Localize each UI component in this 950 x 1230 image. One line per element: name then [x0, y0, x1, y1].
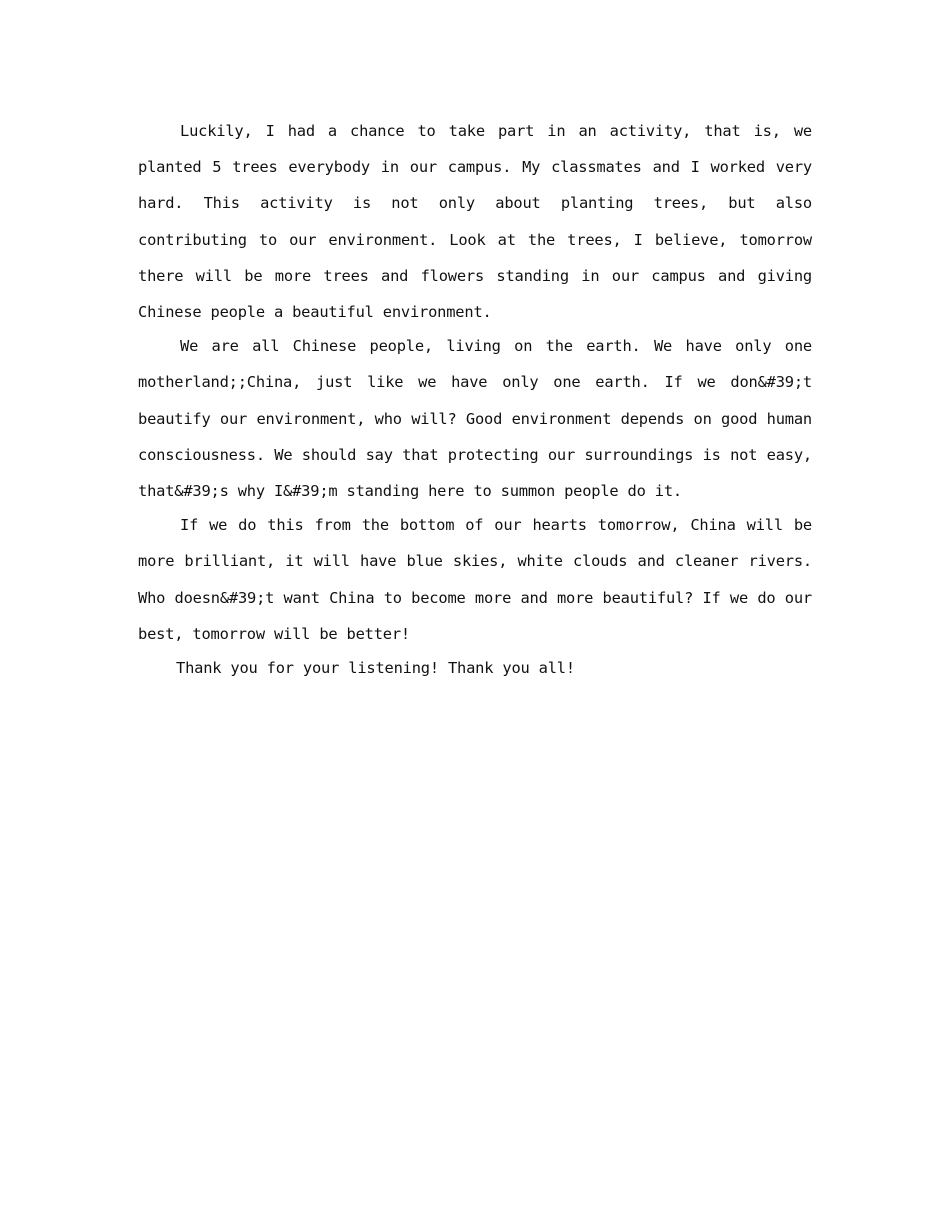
- paragraph-planting-trees: Luckily, I had a chance to take part in an activity, that is, we planted 5 trees everybody in our campus. My classmates and I worked very hard. This activity is not only about planting trees, but also contributing to our environment. Look at the trees, I believe, tomorrow there will be more trees and flowers standing in our campus and giving Chinese people a beautiful environment.: [138, 122, 812, 322]
- paragraph-motherland: We are all Chinese people, living on the earth. We have only one motherland;;China, just like we have only one earth. If we don&#39;t beautify our environment, who will? Good environment depends on good human consciousness. We should say that protecting our surroundings is not easy, that&#39;s why I&#39;m standing here to summon people do it.: [138, 337, 812, 501]
- paragraph-future-china: If we do this from the bottom of our hearts tomorrow, China will be more brilliant, it will have blue skies, white clouds and cleaner rivers. Who doesn&#39;t want China to become more and more beautiful? If we do our best, tomorrow will be better!: [138, 516, 812, 643]
- document-body: [138, 113, 812, 684]
- paragraph-thanks: Thank you for your listening! Thank you all!: [176, 659, 575, 678]
